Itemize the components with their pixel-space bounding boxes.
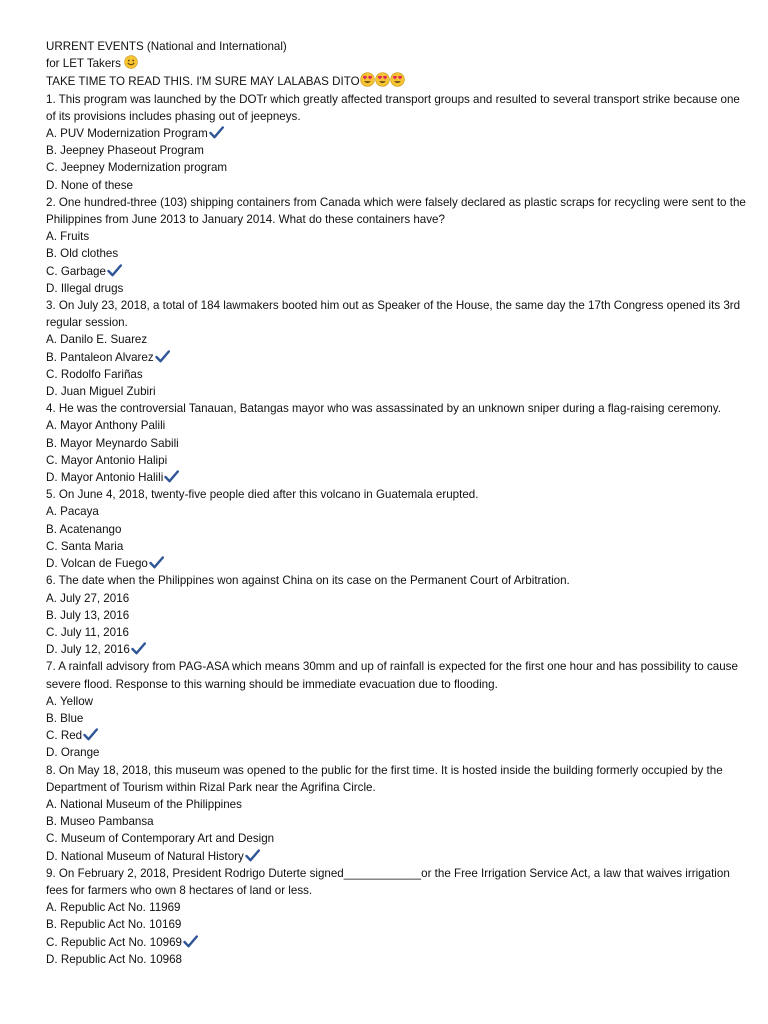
answer-choice	[46, 435, 746, 452]
answer-choice	[46, 331, 746, 348]
answer-choice	[46, 899, 746, 916]
answer-choice	[46, 452, 746, 469]
answer-choice-label: A. Yellow	[46, 694, 94, 708]
question-block	[46, 658, 746, 761]
answer-choice	[46, 590, 746, 607]
heart-eyes-emoji-icon	[360, 72, 375, 87]
answer-choice-label: D. July 12, 2016	[46, 643, 130, 657]
document-subtitle: for LET Takers	[46, 55, 746, 72]
answer-choice	[46, 245, 746, 262]
answer-choice	[46, 142, 746, 159]
answer-choice	[46, 693, 746, 710]
answer-choice	[46, 848, 746, 865]
checkmark-icon	[164, 470, 179, 483]
answer-choice	[46, 555, 746, 572]
answer-choice-label: C. Rodolfo Fariñas	[46, 367, 143, 381]
answer-choice	[46, 417, 746, 434]
question-block	[46, 865, 746, 968]
checkmark-icon	[209, 126, 224, 139]
answer-choice-label: C. Republic Act No. 10969	[46, 935, 182, 949]
answer-choice	[46, 916, 746, 933]
answer-choice-label: C. Santa Maria	[46, 539, 124, 553]
answer-choice-label: A. National Museum of the Philippines	[46, 797, 242, 811]
answer-choice-label: D. Illegal drugs	[46, 281, 124, 295]
answer-choice	[46, 796, 746, 813]
answer-choice-label: A. July 27, 2016	[46, 591, 130, 605]
answer-choice-label: B. Pantaleon Alvarez	[46, 350, 154, 364]
question-block	[46, 762, 746, 865]
answer-choice	[46, 228, 746, 245]
answer-choice-label: D. Orange	[46, 746, 100, 760]
document-page	[46, 38, 746, 968]
answer-choice	[46, 366, 746, 383]
answer-choice	[46, 503, 746, 520]
smiling-face-emoji-icon	[124, 55, 138, 69]
answer-choice-label: C. Jeepney Modernization program	[46, 161, 228, 175]
answer-choice	[46, 641, 746, 658]
question-block	[46, 400, 746, 486]
answer-choice	[46, 934, 746, 951]
answer-choice-label: B. Mayor Meynardo Sabili	[46, 436, 179, 450]
answer-choice	[46, 125, 746, 142]
answer-choice-label: B. Old clothes	[46, 247, 119, 261]
answer-choice-label: A. PUV Modernization Program	[46, 127, 208, 141]
answer-choice	[46, 624, 746, 641]
answer-choice	[46, 159, 746, 176]
answer-choice	[46, 521, 746, 538]
checkmark-icon	[131, 642, 146, 655]
question-text: 3. On July 23, 2018, a total of 184 lawmakers booted him out as Speaker of the House, the same day the 17th Congress opened its 3rd regular session.	[46, 299, 741, 330]
answer-choice-label: B. Acatenango	[46, 522, 122, 536]
answer-choice	[46, 383, 746, 400]
answer-choice	[46, 951, 746, 968]
answer-choice-label: D. Volcan de Fuego	[46, 557, 148, 571]
question-block	[46, 572, 746, 658]
checkmark-icon	[183, 935, 198, 948]
question-list	[46, 91, 746, 968]
answer-choice-label: C. Garbage	[46, 264, 106, 278]
answer-choice-label: B. Blue	[46, 711, 84, 725]
answer-choice	[46, 538, 746, 555]
answer-choice-label: D. Juan Miguel Zubiri	[46, 385, 156, 399]
document-note: TAKE TIME TO READ THIS. I'M SURE MAY LALABAS DITO	[46, 72, 746, 90]
answer-choice-label: D. Mayor Antonio Halili	[46, 471, 164, 485]
heart-eyes-emoji-icon	[390, 72, 405, 87]
question-text: 5. On June 4, 2018, twenty-five people died after this volcano in Guatemala erupted.	[46, 488, 479, 502]
answer-choice-label: D. None of these	[46, 178, 134, 192]
answer-choice	[46, 263, 746, 280]
answer-choice-label: C. Red	[46, 729, 83, 743]
checkmark-icon	[149, 556, 164, 569]
answer-choice-label: A. Danilo E. Suarez	[46, 333, 148, 347]
answer-choice-label: B. Jeepney Phaseout Program	[46, 144, 204, 158]
checkmark-icon	[107, 264, 122, 277]
answer-choice	[46, 813, 746, 830]
answer-choice-label: A. Republic Act No. 11969	[46, 901, 181, 915]
question-block	[46, 194, 746, 297]
question-text: 7. A rainfall advisory from PAG-ASA which means 30mm and up of rainfall is expected for the first one hour and has possibility to cause severe flood. Response to this warning should be immediate evacuation due to flooding.	[46, 660, 738, 691]
answer-choice	[46, 177, 746, 194]
question-block	[46, 297, 746, 400]
question-text: 4. He was the controversial Tanauan, Batangas mayor who was assassinated by an unknown sniper during a flag-raising ceremony.	[46, 402, 721, 416]
answer-choice	[46, 469, 746, 486]
question-text: 1. This program was launched by the DOTr which greatly affected transport groups and resulted to several transport strike because one of its provisions includes phasing out of jeepneys.	[46, 92, 740, 123]
answer-choice	[46, 349, 746, 366]
answer-choice	[46, 744, 746, 761]
answer-choice-label: D. National Museum of Natural History	[46, 849, 244, 863]
answer-choice-label: C. Mayor Antonio Halipi	[46, 453, 168, 467]
answer-choice-label: A. Fruits	[46, 230, 90, 244]
question-text: 6. The date when the Philippines won against China on its case on the Permanent Court of Arbitration.	[46, 574, 570, 588]
answer-choice	[46, 280, 746, 297]
question-text: 2. One hundred-three (103) shipping containers from Canada which were falsely declared as plastic scraps for recycling were sent to the Philippines from June 2013 to January 2014. What do these containers have?	[46, 195, 746, 227]
heart-eyes-emoji-icon	[375, 72, 390, 87]
answer-choice	[46, 727, 746, 744]
question-text: 9. On February 2, 2018, President Rodrigo Duterte signed____________or the Free Irrigation Service Act, a law that waives irrigation fees for farmers who own 8 hectares of land or less.	[46, 866, 730, 897]
answer-choice-label: B. Museo Pambansa	[46, 815, 154, 829]
question-block	[46, 91, 746, 194]
answer-choice-label: A. Mayor Anthony Palili	[46, 419, 166, 433]
heart-eyes-emoji-group	[360, 75, 405, 88]
checkmark-icon	[155, 350, 170, 363]
answer-choice-label: B. July 13, 2016	[46, 608, 130, 622]
answer-choice-label: C. Museum of Contemporary Art and Design	[46, 832, 275, 846]
answer-choice	[46, 710, 746, 727]
checkmark-icon	[83, 728, 98, 741]
answer-choice-label: C. July 11, 2016	[46, 625, 129, 639]
checkmark-icon	[245, 849, 260, 862]
question-block	[46, 486, 746, 572]
answer-choice	[46, 830, 746, 847]
document-title: URRENT EVENTS (National and International)	[46, 40, 287, 53]
answer-choice	[46, 607, 746, 624]
answer-choice-label: B. Republic Act No. 10169	[46, 918, 182, 932]
answer-choice-label: A. Pacaya	[46, 505, 99, 519]
question-text: 8. On May 18, 2018, this museum was opened to the public for the first time. It is hosted inside the building formerly occupied by the Department of Tourism within Rizal Park near the Agrifina Circle.	[46, 763, 723, 794]
answer-choice-label: D. Republic Act No. 10968	[46, 952, 182, 966]
